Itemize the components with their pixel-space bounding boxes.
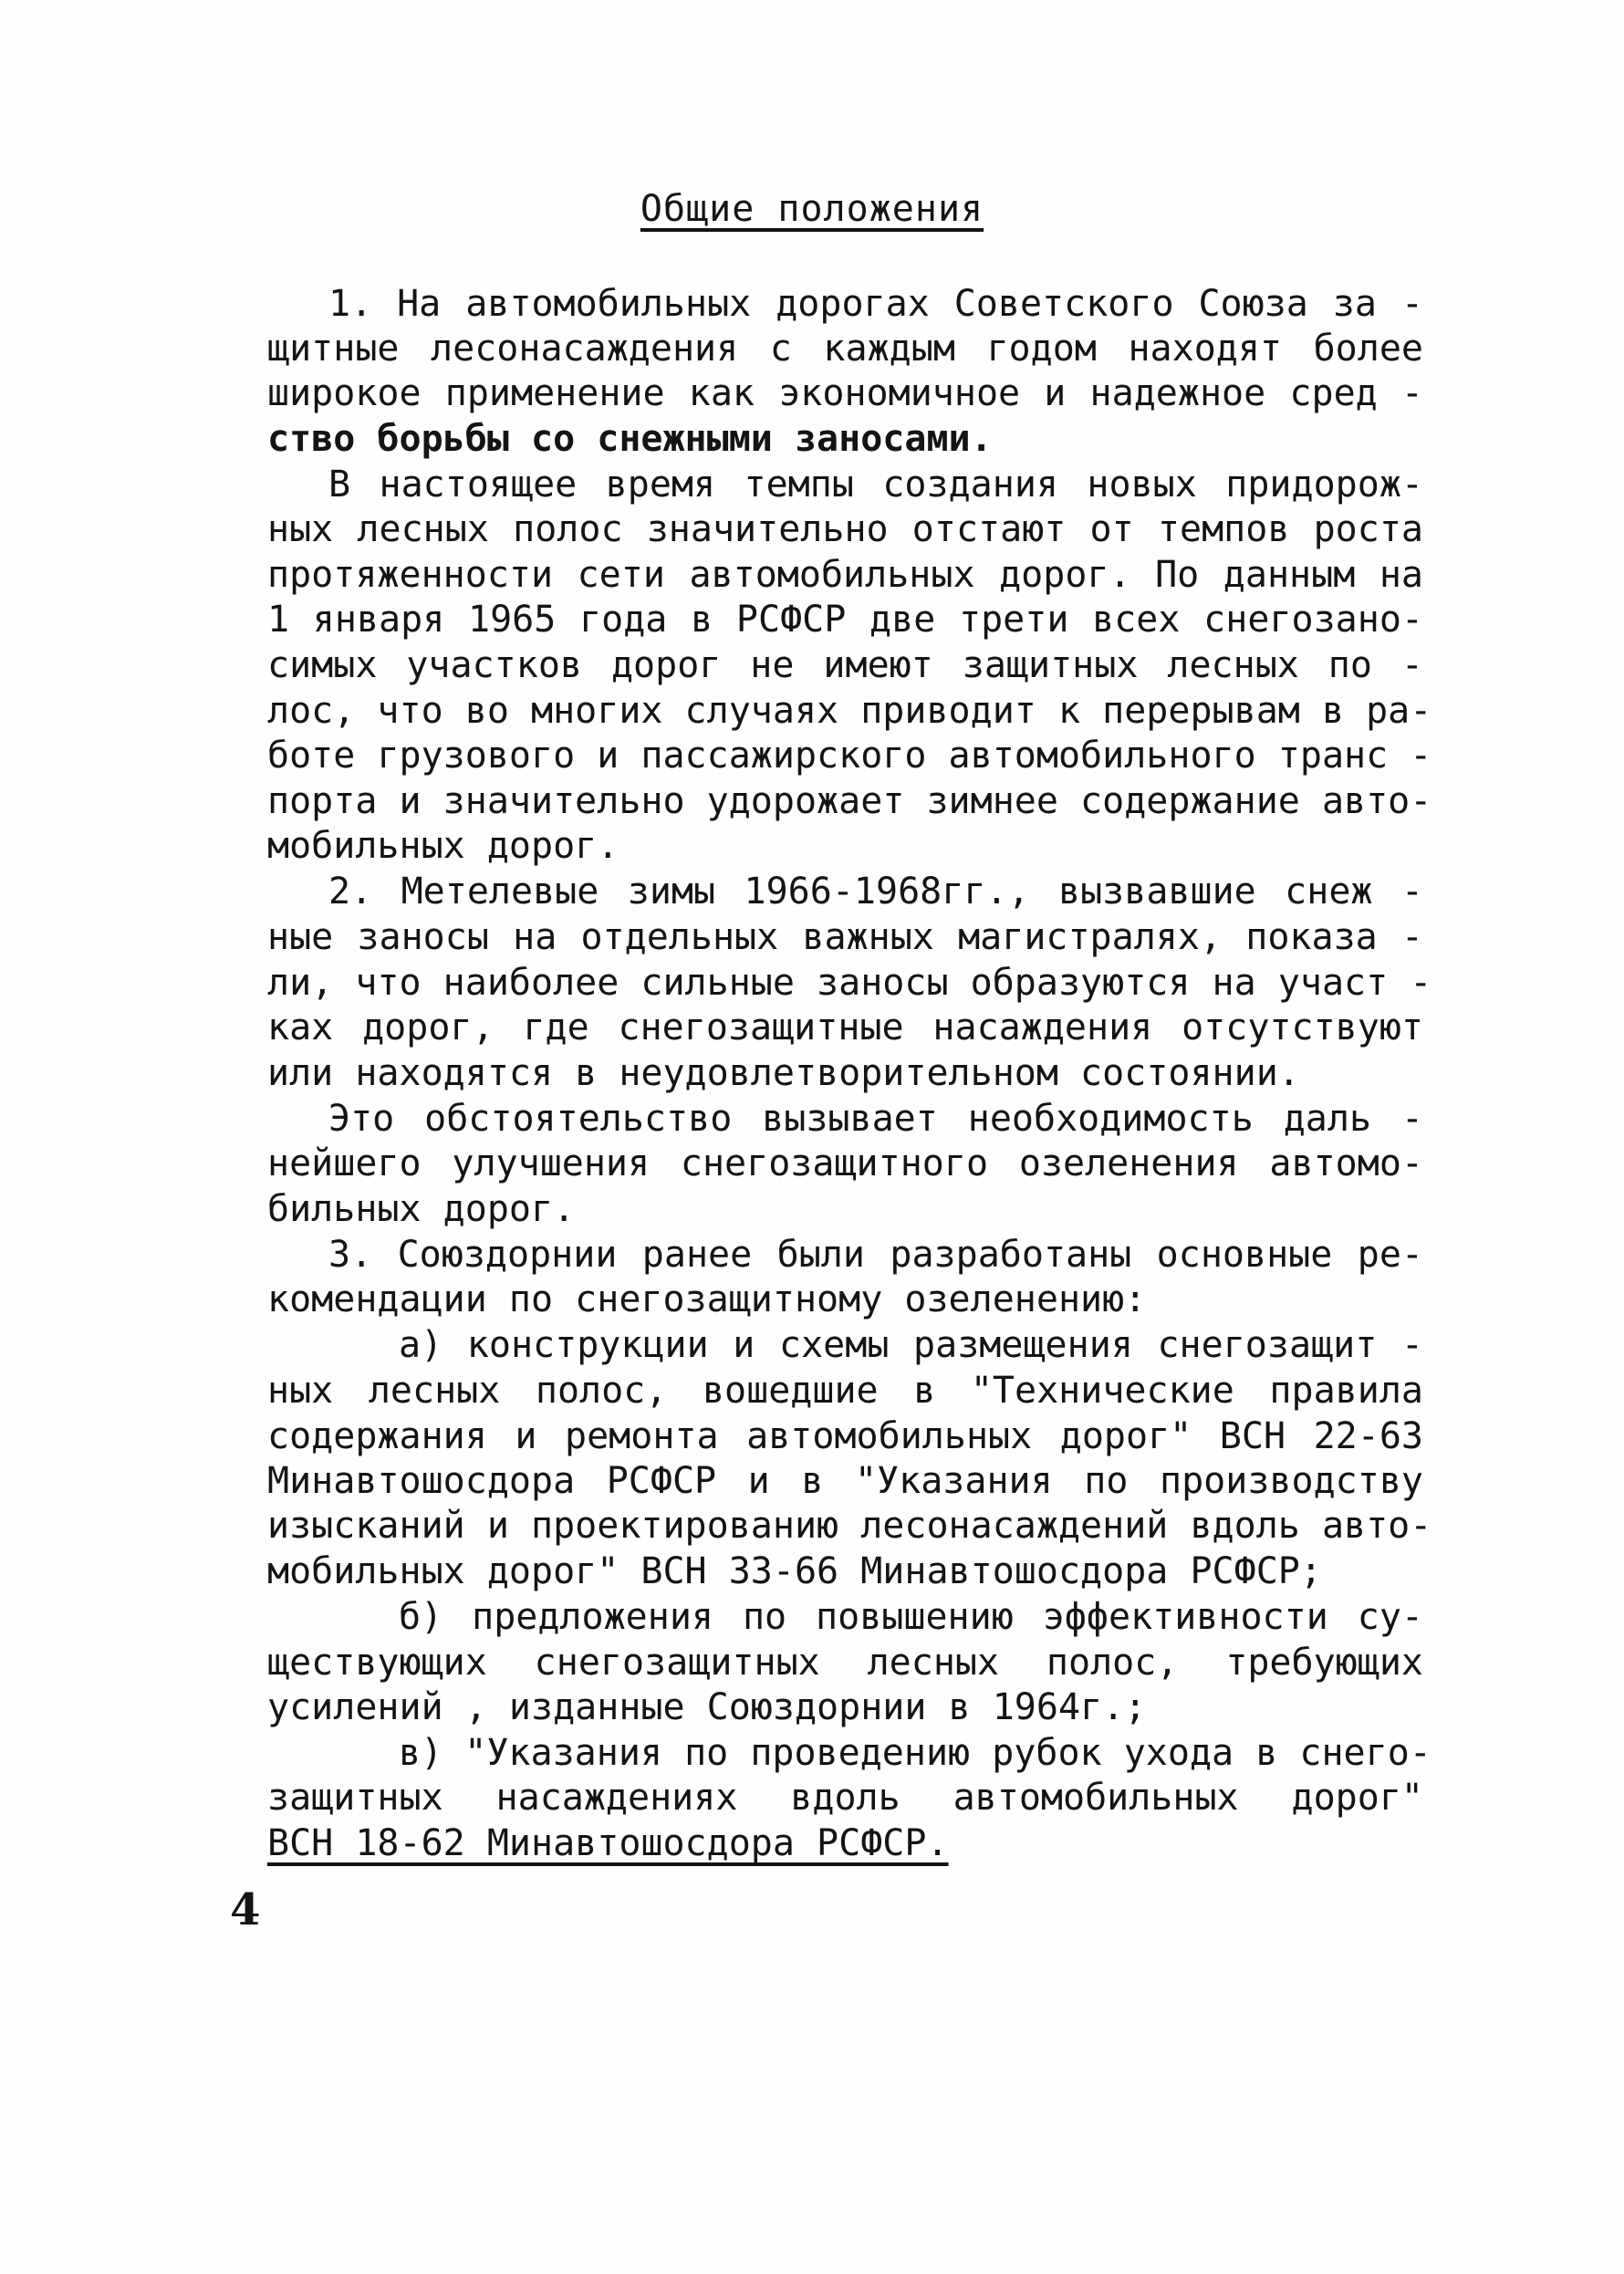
body-line-27: Минавтошосдора РСФСР и в "Указания по производству <box>267 1460 1423 1502</box>
body-line-26: содержания и ремонта автомобильных дорог" ВСН 22-63 <box>267 1415 1423 1457</box>
body-line-33: в) "Указания по проведению рубок ухода в снего- <box>399 1732 1431 1774</box>
body-line-19: Это обстоятельство вызывает необходимость даль - <box>328 1098 1423 1140</box>
body-line-5: В настоящее время темпы создания новых придорож- <box>328 464 1423 506</box>
body-line-34: защитных насаждениях вдоль автомобильных дорог" <box>267 1777 1423 1819</box>
body-line-17: ках дорог, где снегозащитные насаждения отсутствуют <box>267 1007 1423 1048</box>
body-line-13: мобильных дорог. <box>267 825 619 867</box>
body-line-12: порта и значительно удорожает зимнее содержание авто- <box>267 780 1432 822</box>
body-line-32: усилений , изданные Союздорнии в 1964г.; <box>267 1686 1147 1728</box>
body-line-35: ВСН 18-62 Минавтошосдора РСФСР. <box>267 1822 949 1864</box>
body-line-7: протяженности сети автомобильных дорог. По данным на <box>267 554 1423 596</box>
body-line-14: 2. Метелевые зимы 1966-1968гг., вызвавшие снеж - <box>328 871 1423 913</box>
body-line-8: 1 января 1965 года в РСФСР две трети всех снегозано- <box>267 599 1423 641</box>
body-line-3: широкое применение как экономичное и надежное сред - <box>267 372 1423 414</box>
body-line-6: ных лесных полос значительно отстают от темпов роста <box>267 508 1423 550</box>
body-line-10: лос, что во многих случаях приводит к перерывам в ра- <box>267 690 1432 732</box>
body-line-23: комендации по снегозащитному озеленению: <box>267 1278 1147 1320</box>
body-line-15: ные заносы на отдельных важных магистралях, показа - <box>267 916 1423 958</box>
body-line-9: симых участков дорог не имеют защитных лесных по - <box>267 644 1423 686</box>
body-line-11: боте грузового и пассажирского автомобильного транс - <box>267 735 1432 777</box>
body-line-28: изысканий и проектированию лесонасаждений вдоль авто- <box>267 1505 1432 1547</box>
body-line-16: ли, что наиболее сильные заносы образуются на участ - <box>267 962 1432 1004</box>
body-line-30: б) предложения по повышению эффективности су- <box>399 1596 1423 1638</box>
body-line-18: или находятся в неудовлетворительном состоянии. <box>267 1052 1300 1094</box>
body-line-1: 1. На автомобильных дорогах Советского Союза за - <box>328 283 1423 325</box>
page-number: 4 <box>230 1884 261 1935</box>
body-line-4: ство борьбы со снежными заносами. <box>267 418 993 460</box>
body-line-20: нейшего улучшения снегозащитного озеленения автомо- <box>267 1142 1423 1184</box>
section-heading <box>0 188 1624 230</box>
body-line-24: а) конструкции и схемы размещения снегозащит - <box>399 1324 1423 1366</box>
body-line-25: ных лесных полос, вошедшие в "Технические правила <box>267 1370 1423 1412</box>
body-line-2: щитные лесонасаждения с каждым годом находят более <box>267 328 1423 370</box>
body-line-29: мобильных дорог" ВСН 33-66 Минавтошосдора РСФСР; <box>267 1550 1322 1592</box>
section-heading-text: Общие положения <box>640 188 984 230</box>
body-line-21: бильных дорог. <box>267 1188 576 1230</box>
body-line-31: ществующих снегозащитных лесных полос, требующих <box>267 1642 1423 1684</box>
body-line-22: 3. Союздорнии ранее были разработаны основные ре- <box>328 1234 1423 1276</box>
